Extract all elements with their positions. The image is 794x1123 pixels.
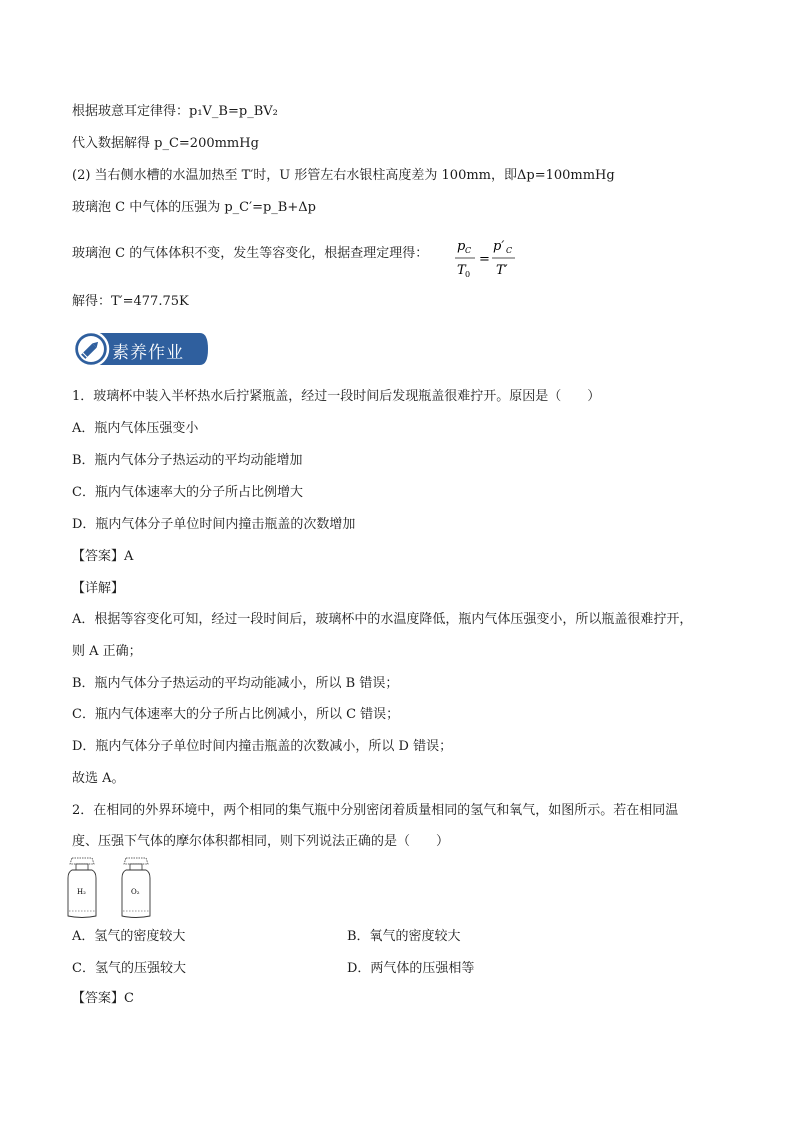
charles-law-line: 玻璃泡 C 的气体体积不变，发生等容变化，根据查理定理得： (72, 246, 429, 261)
part2-heat-line: (2) 当右侧水槽的水温加热至 T′时，U 形管左右水银柱高度差为 100mm，即Δp=100mmHg (72, 168, 615, 183)
formula-num-right-sub: C (506, 246, 513, 255)
q1-option-d: D．瓶内气体分子单位时间内撞击瓶盖的次数增加 (72, 517, 356, 532)
q1-detail-label: 【详解】 (72, 581, 125, 596)
q1-conclusion: 故选 A。 (72, 771, 125, 786)
q1-stem: 1．玻璃杯中装入半杯热水后拧紧瓶盖，经过一段时间后发现瓶盖很难拧开。原因是（ ） (72, 389, 601, 404)
substitute-line: 代入数据解得 p_C=200mmHg (72, 136, 259, 151)
q2-answer: 【答案】C (72, 991, 134, 1006)
q2-stem-line2: 度、压强下气体的摩尔体积都相同，则下列说法正确的是（ ） (72, 834, 450, 849)
q1-option-a: A．瓶内气体压强变小 (72, 421, 199, 436)
charles-formula (455, 234, 525, 284)
q2-stem-line1: 2．在相同的外界环境中，两个相同的集气瓶中分别密闭着质量相同的氢气和氧气，如图所示。若在相同温 (72, 803, 679, 818)
q2-option-b: B．氧气的密度较大 (347, 929, 461, 944)
section-badge-title: 素养作业 (112, 343, 184, 363)
formula-den-left-sub: 0 (465, 270, 471, 279)
q1-option-c: C．瓶内气体速率大的分子所占比例增大 (72, 485, 303, 500)
q1-detail-a-cont: 则 A 正确； (72, 644, 142, 659)
q2-option-a: A．氢气的密度较大 (72, 929, 186, 944)
q1-detail-c: C．瓶内气体速率大的分子所占比例减小，所以 C 错误； (72, 707, 400, 722)
gas-bottles-figure (66, 856, 166, 920)
formula-equals: = (479, 252, 490, 267)
o2-label: O₂ (131, 888, 140, 896)
boyle-law-line: 根据玻意耳定律得：p₁V_B=p_BV₂ (72, 104, 278, 119)
q1-option-b: B．瓶内气体分子热运动的平均动能增加 (72, 453, 303, 468)
formula-num-left-sub: C (465, 246, 472, 255)
formula-num-left: p (457, 239, 466, 254)
formula-num-right: p′ (493, 239, 505, 254)
formula-den-right: T′ (496, 263, 508, 278)
section-badge (72, 330, 212, 368)
q1-detail-d: D．瓶内气体分子单位时间内撞击瓶盖的次数减小，所以 D 错误； (72, 739, 453, 754)
result-line: 解得：T′=477.75K (72, 294, 189, 309)
oxygen-bottle (122, 858, 150, 918)
h2-label: H₂ (77, 888, 86, 896)
pressure-c-line: 玻璃泡 C 中气体的压强为 p_C′=p_B+Δp (72, 200, 316, 215)
q2-option-d: D．两气体的压强相等 (347, 961, 475, 976)
q1-detail-a: A．根据等容变化可知，经过一段时间后，玻璃杯中的水温度降低，瓶内气体压强变小，所以瓶盖很难拧开， (72, 612, 693, 627)
formula-den-left: T (457, 263, 466, 278)
q1-answer: 【答案】A (72, 549, 134, 564)
q1-detail-b: B．瓶内气体分子热运动的平均动能减小，所以 B 错误； (72, 676, 399, 691)
q2-option-c: C．氢气的压强较大 (72, 961, 186, 976)
hydrogen-bottle (68, 858, 96, 918)
